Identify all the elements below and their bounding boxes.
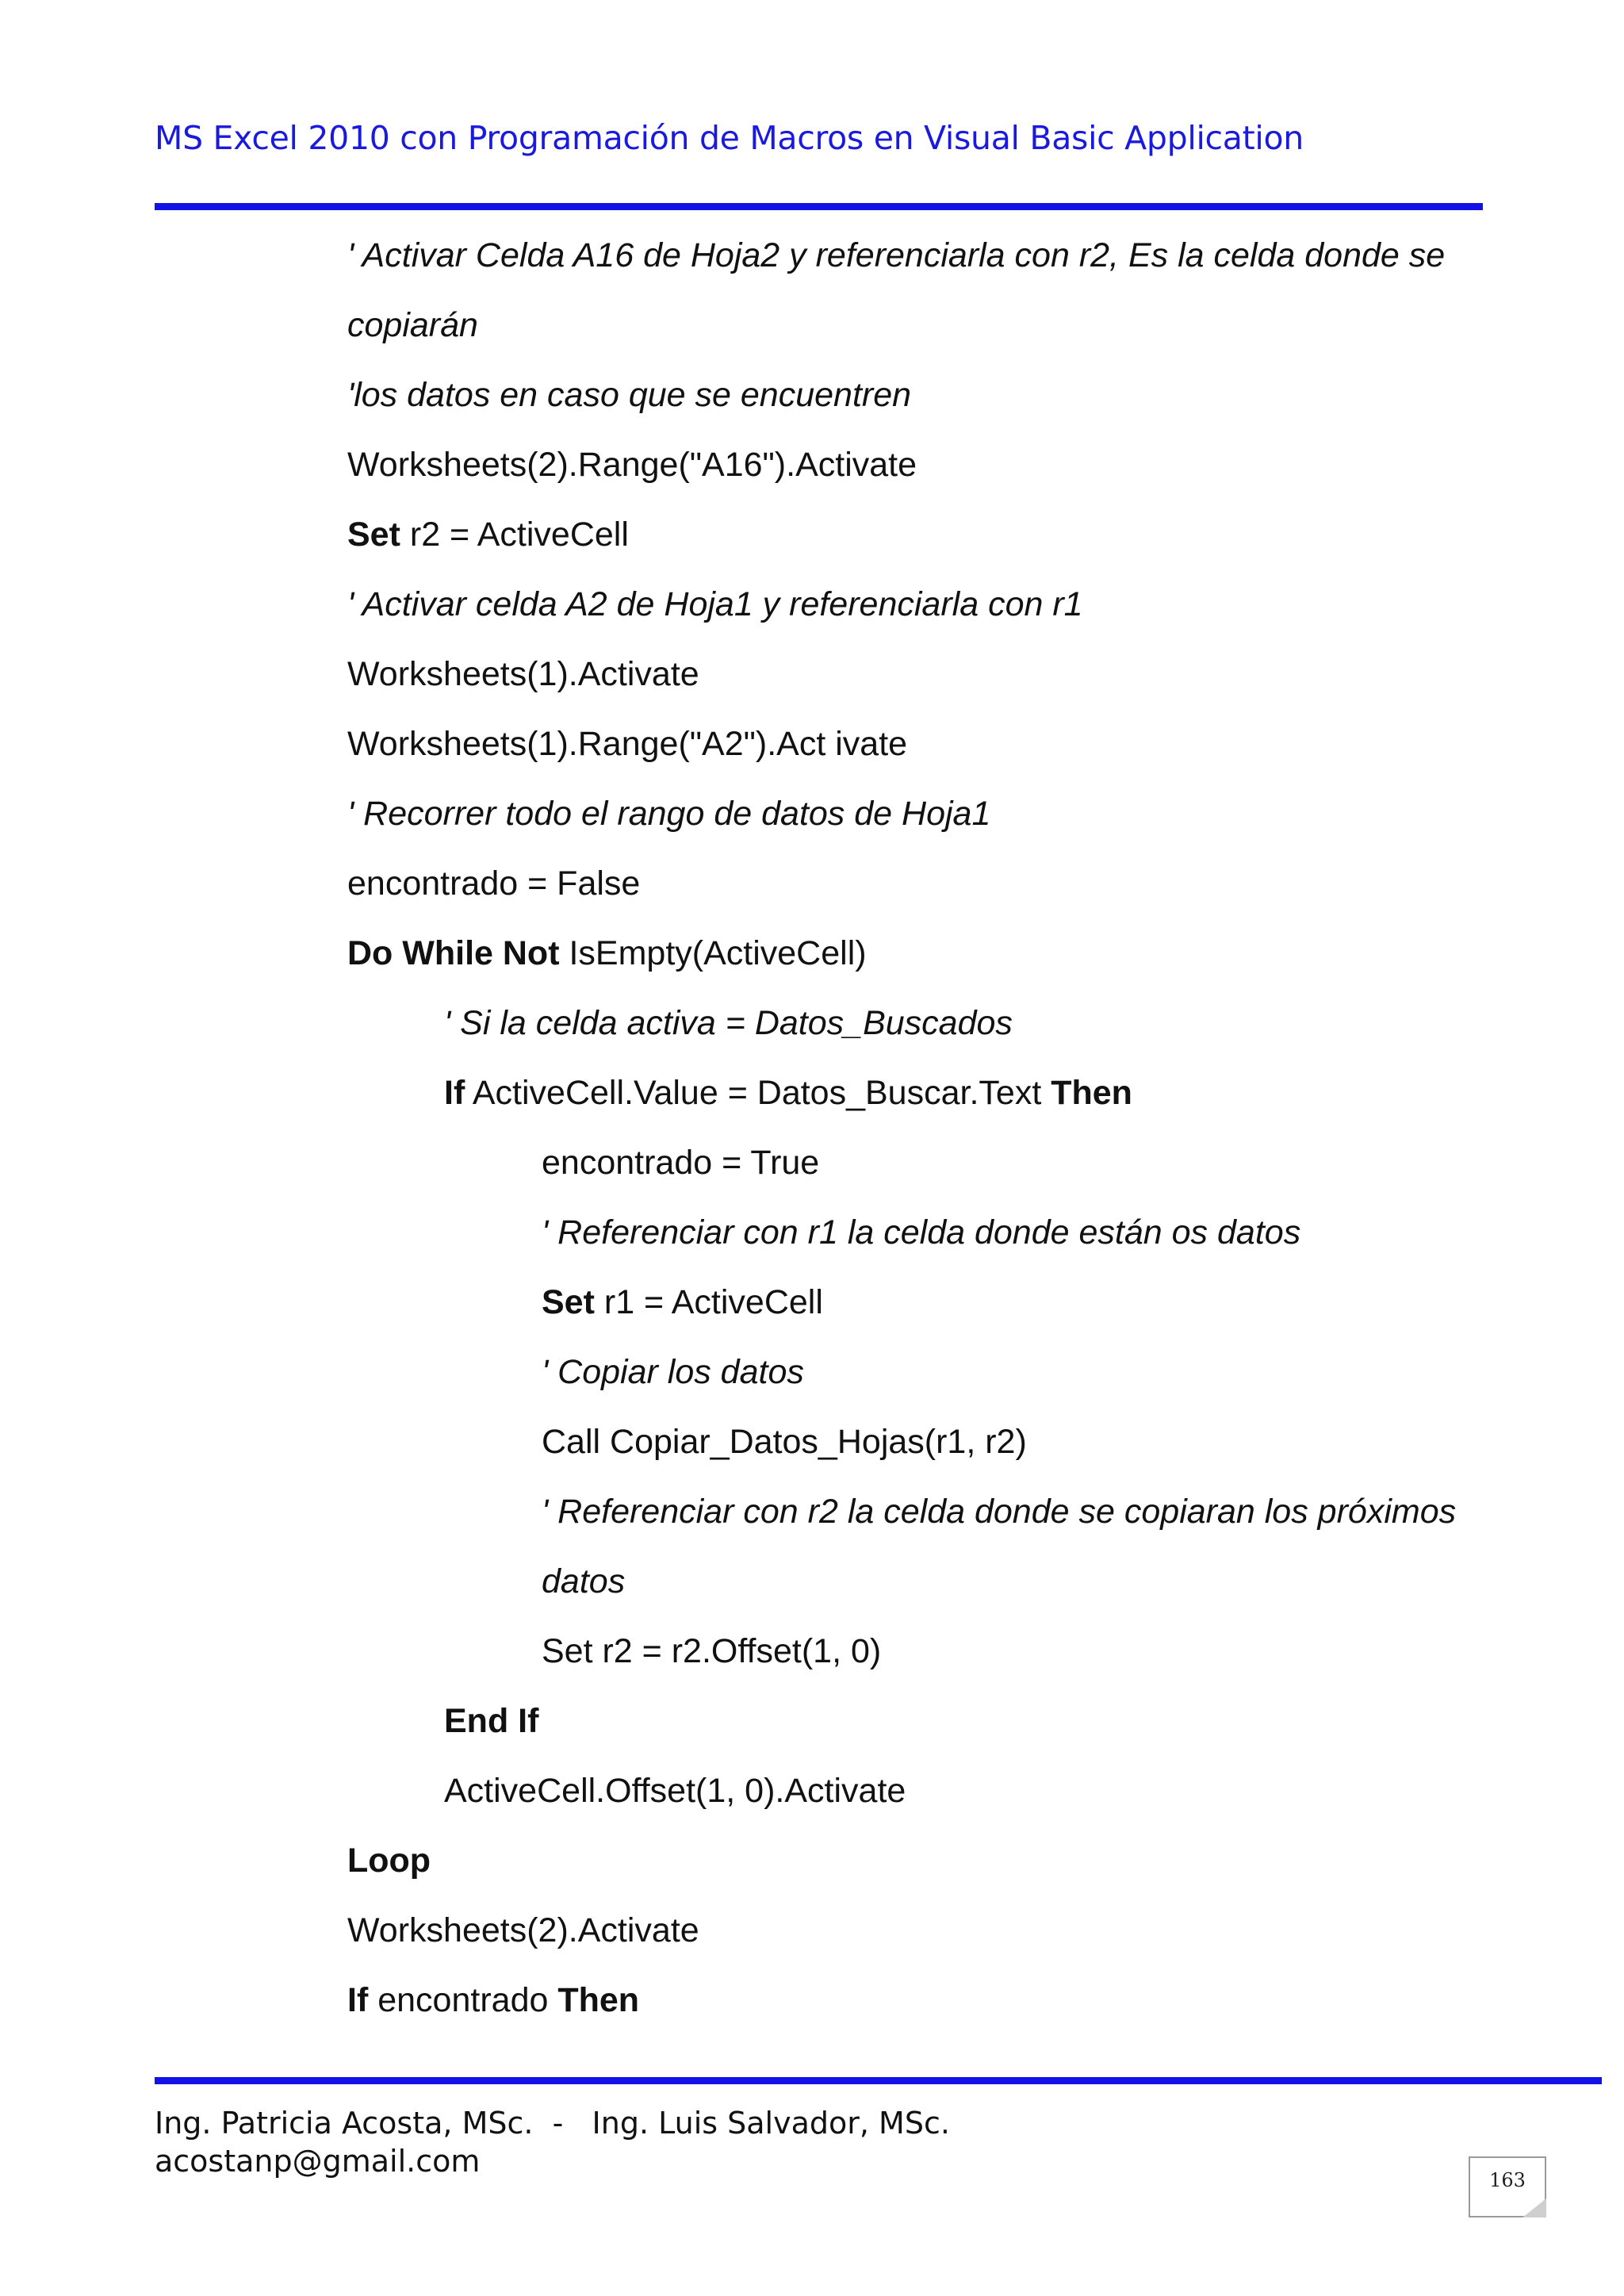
code-line: [347, 444, 917, 485]
code-line: [542, 1282, 823, 1323]
code-text: r2 = ActiveCell: [400, 516, 629, 554]
code-line: [347, 1910, 699, 1951]
code-text: IsEmpty(ActiveCell): [559, 934, 867, 972]
code-text: Worksheets(1).Activate: [347, 655, 699, 693]
code-text: encontrado: [368, 1981, 558, 2019]
comment-text: ' Activar Celda A16 de Hoja2 y referenciarla con r2, Es la celda donde se: [347, 236, 1446, 274]
keyword: Loop: [347, 1842, 431, 1880]
code-line: [347, 374, 911, 416]
code-line: [347, 933, 867, 974]
comment-text: ' Referenciar con r2 la celda donde se copiaran los próximos: [542, 1493, 1457, 1531]
code-text: ActiveCell.Offset(1, 0).Activate: [444, 1772, 906, 1810]
code-line: [542, 1491, 1456, 1532]
code-line: [444, 1700, 538, 1742]
keyword: If: [444, 1074, 465, 1112]
code-line: [444, 1072, 1132, 1114]
code-line: [542, 1421, 1027, 1462]
page-number-box: [1469, 2156, 1546, 2217]
comment-text: 'los datos en caso que se encuentren: [347, 376, 912, 414]
comment-text: ' Si la celda activa = Datos_Buscados: [444, 1004, 1013, 1042]
header-title: MS Excel 2010 con Programación de Macros en Visual Basic Application: [155, 119, 1304, 157]
code-line: [542, 1212, 1300, 1253]
code-text: r1 = ActiveCell: [594, 1283, 823, 1321]
keyword: End If: [444, 1702, 539, 1740]
code-line: [347, 235, 1445, 276]
code-line: [542, 1351, 804, 1393]
keyword: Then: [557, 1981, 640, 2019]
code-text: encontrado = True: [542, 1144, 820, 1182]
code-line: [347, 1840, 431, 1881]
code-line: [347, 514, 629, 555]
keyword: Do While Not: [347, 934, 560, 972]
code-text: ActiveCell.Value = Datos_Buscar.Text: [465, 1074, 1051, 1112]
code-line: [542, 1631, 881, 1672]
comment-text: datos: [542, 1562, 626, 1600]
page-number: 163: [1489, 2169, 1526, 2191]
code-text: Call Copiar_Datos_Hojas(r1, r2): [542, 1423, 1027, 1461]
comment-text: ' Referenciar con r1 la celda donde están os datos: [542, 1213, 1301, 1251]
code-line: [347, 584, 1083, 625]
code-line: [347, 793, 990, 834]
code-line: [542, 1561, 625, 1602]
code-text: encontrado = False: [347, 864, 641, 903]
code-text: Set r2 = r2.Offset(1, 0): [542, 1632, 882, 1670]
footer-email: acostanp@gmail.com: [155, 2144, 481, 2179]
comment-text: ' Recorrer todo el rango de datos de Hoja1: [347, 795, 991, 833]
keyword: Then: [1051, 1074, 1132, 1112]
code-line: [347, 654, 699, 695]
code-text: Worksheets(2).Activate: [347, 1911, 699, 1949]
keyword: If: [347, 1981, 369, 2019]
footer-rule: [155, 2077, 1602, 2084]
page-curl-icon: [1522, 2198, 1546, 2217]
code-line: [444, 1770, 906, 1811]
code-line: [444, 1002, 1013, 1044]
keyword: Set: [347, 516, 400, 554]
code-line: [347, 305, 478, 346]
code-line: [347, 1980, 639, 2021]
code-text: Worksheets(2).Range("A16").Activate: [347, 446, 917, 484]
keyword: Set: [542, 1283, 595, 1321]
comment-text: ' Copiar los datos: [542, 1353, 804, 1391]
code-line: [347, 863, 640, 904]
footer-authors: Ing. Patricia Acosta, MSc. - Ing. Luis Salvador, MSc.: [155, 2106, 950, 2141]
code-line: [542, 1142, 819, 1183]
code-text: Worksheets(1).Range("A2").Act ivate: [347, 725, 908, 763]
code-line: [347, 723, 907, 765]
comment-text: ' Activar celda A2 de Hoja1 y referenciarla con r1: [347, 585, 1083, 623]
comment-text: copiarán: [347, 306, 478, 344]
